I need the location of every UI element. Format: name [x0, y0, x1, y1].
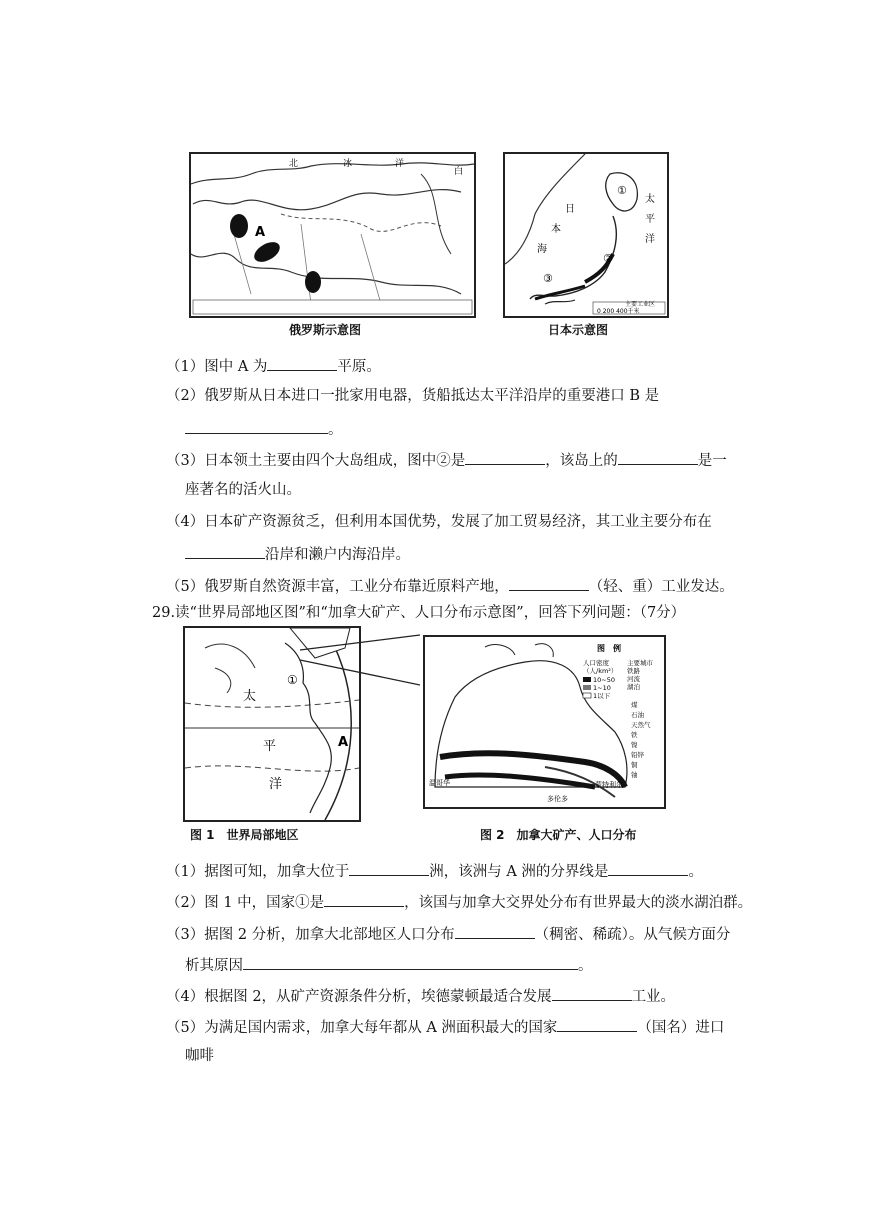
legend-left-0: 人口密度: [583, 659, 609, 667]
city-edmonton: 埃德蒙顿: [479, 759, 507, 767]
legend-right-0: 主要城市: [627, 659, 653, 667]
q28-5: （5）俄罗斯自然资源丰富，工业分布靠近原料产地， （轻、重）工业发达。: [166, 575, 734, 597]
legend-right-9: 铅锌: [631, 751, 644, 759]
legend-right-10: 铜: [631, 761, 638, 769]
label-bai: 白: [454, 167, 464, 177]
scale-bar: 0 200 400千米: [597, 308, 640, 315]
connector-lines: [300, 630, 420, 690]
fig1-caption: 图 1 世界局部地区: [190, 828, 299, 842]
legend-title: 图 例: [597, 644, 621, 653]
legend-right-7: 铁: [631, 731, 638, 739]
label-ping: 平: [645, 214, 655, 225]
answer-blank[interactable]: [557, 1016, 637, 1032]
legend-left-2: 10~50: [593, 676, 615, 684]
answer-blank[interactable]: [267, 355, 337, 371]
label-bing: 冰: [343, 159, 353, 169]
legend-left-1: （人/km²）: [583, 667, 618, 675]
answer-blank[interactable]: [608, 860, 688, 876]
japan-map-drawing: [505, 154, 667, 316]
q29-1: （1）据图可知，加拿大位于 洲，该洲与 A 洲的分界线是 。: [166, 860, 703, 882]
label-hai: 海: [537, 244, 547, 255]
q28-3b: 座著名的活火山。: [185, 482, 301, 498]
circle-3: ③: [543, 272, 553, 285]
q29-3b: 析其原因 。: [185, 954, 593, 976]
q29-title: 29.读“世界局部地区图”和“加拿大矿产、人口分布示意图”，回答下列问题：（7分）: [152, 605, 686, 621]
answer-blank[interactable]: [243, 954, 578, 970]
answer-blank[interactable]: [455, 923, 535, 939]
circle-2: ②: [603, 252, 613, 265]
legend-right-11: 铀: [631, 771, 638, 779]
russia-map-drawing: [191, 154, 474, 316]
q28-4: （4）日本矿产资源贫乏，但利用本国优势，发展了加工贸易经济，其工业主要分布在: [166, 514, 712, 530]
answer-blank[interactable]: [552, 985, 632, 1001]
label-north: 北: [289, 159, 299, 169]
answer-blank[interactable]: [465, 449, 545, 465]
q29-5b: 咖啡: [185, 1048, 214, 1064]
russia-map: [189, 152, 476, 318]
legend-right-2: 河流: [627, 675, 640, 683]
canada-map-drawing: [425, 637, 664, 807]
q29-4: （4）根据图 2，从矿产资源条件分析，埃德蒙顿最适合发展 工业。: [166, 985, 675, 1007]
label-A: A: [338, 735, 349, 750]
city-toronto: 多伦多: [547, 795, 568, 803]
label-ben: 本: [551, 224, 561, 235]
industrial-region-1: [230, 214, 248, 238]
city-montreal: 蒙特利尔: [595, 781, 623, 789]
answer-blank[interactable]: [509, 575, 589, 591]
city-vancouver: 温哥华: [429, 779, 450, 787]
answer-blank[interactable]: [185, 543, 265, 559]
japan-map: [503, 152, 669, 318]
legend-right-1: 铁路: [627, 667, 640, 675]
label-A: A: [255, 225, 266, 240]
legend-right-5: 石油: [631, 711, 644, 719]
industrial-region-3: [305, 271, 321, 293]
q28-1: （1）图中 A 为 平原。: [166, 355, 381, 377]
legend-right-6: 天然气: [631, 721, 651, 729]
label-yang: 洋: [395, 159, 405, 169]
label-ping: 平: [263, 739, 277, 754]
legend-right-3: 湖泊: [627, 683, 640, 691]
q28-3: （3）日本领土主要由四个大岛组成，图中②是 ，该岛上的 是一: [166, 449, 727, 471]
q28-2b: 。: [185, 418, 343, 440]
label-yang: 洋: [269, 777, 283, 792]
industrial-region-2: [251, 238, 283, 266]
label-ri: 日: [565, 204, 575, 215]
label-circle-1: ①: [287, 673, 298, 687]
label-tai: 太: [645, 194, 655, 205]
q29-5: （5）为满足国内需求，加拿大每年都从 A 洲面积最大的国家 （国名）进口: [166, 1016, 724, 1038]
answer-blank[interactable]: [618, 449, 698, 465]
legend-industrial: 主要工业区: [625, 301, 656, 308]
legend-left-4: 1以下: [593, 692, 611, 700]
japan-map-caption: 日本示意图: [548, 323, 609, 337]
answer-blank[interactable]: [185, 418, 328, 434]
legend-right-4: 煤: [631, 701, 638, 709]
q29-3: （3）据图 2 分析，加拿大北部地区人口分布 （稠密、稀疏）。从气候方面分: [166, 923, 730, 945]
label-yang: 洋: [645, 234, 655, 245]
circle-1: ①: [617, 184, 627, 197]
canada-map: [423, 635, 666, 809]
q28-4b: 沿岸和濑户内海沿岸。: [185, 543, 410, 565]
russia-map-caption: 俄罗斯示意图: [289, 323, 362, 337]
fig2-caption: 图 2 加拿大矿产、人口分布: [480, 828, 637, 842]
legend-left-3: 1~10: [593, 684, 611, 692]
q28-2: （2）俄罗斯从日本进口一批家用电器，货船抵达太平洋沿岸的重要港口 B 是: [166, 388, 660, 404]
label-tai: 太: [243, 689, 257, 704]
legend-right-8: 镍: [631, 741, 638, 749]
q29-2: （2）图 1 中，国家①是 ，该国与加拿大交界处分布有世界最大的淡水湖泊群。: [166, 891, 752, 913]
answer-blank[interactable]: [349, 860, 429, 876]
answer-blank[interactable]: [324, 891, 404, 907]
